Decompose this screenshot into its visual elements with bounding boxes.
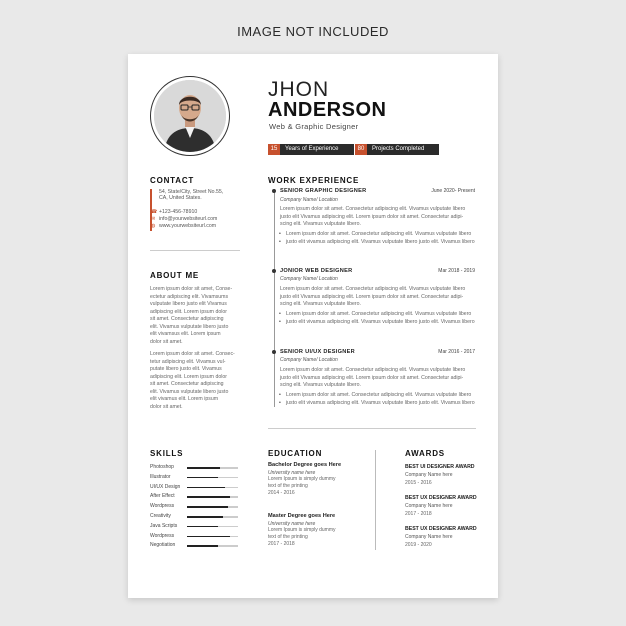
award-company: Company Name here [405, 503, 453, 509]
text-line: sit amet. Consectetur adipiscing [150, 316, 224, 322]
about-heading: ABOUT ME [150, 271, 200, 280]
text-line: putate libero justo elit. Vivamus [150, 366, 222, 372]
text-line: Lorem ipsum dolor sit amet. Consectetur adipiscing elit. Vivamus vulputate libero [280, 367, 466, 373]
skill-bar-fill [187, 506, 228, 508]
text-line: ectetur adipiscing elit. Vivamsums [150, 293, 229, 300]
text-line: scing elit. Vivamus vulputate libero. [280, 221, 361, 227]
job-2-company: Company Name/ Location [280, 276, 338, 282]
stat-projects-value: 80 [355, 144, 367, 155]
email-icon: ✉ [151, 216, 156, 222]
degree-text-line: Lorem Ipsum is simply dummy [268, 527, 336, 533]
contact-email[interactable] [151, 216, 218, 222]
about-paragraph-1 [150, 286, 250, 346]
text-line: adipiscing elit. Lorem ipsum dolor [150, 373, 227, 380]
text-line: Lorem ipsum dolor sit amet, Conse- [150, 286, 233, 292]
award-years: 2015 - 2016 [405, 480, 432, 486]
skill-label: Negotiation [150, 542, 176, 549]
job-1-bullet-2: • justo elit vivamus adipiscing elit. Vivamus vulputate libero justo elit. Vivamus libero [286, 239, 482, 246]
skill-bar-fill [187, 545, 218, 547]
skill-bar-fill [187, 487, 225, 489]
skill-bar-fill [187, 477, 218, 479]
address-line-1: 54, State/City, Street No.55, [159, 189, 224, 195]
column-divider [375, 450, 376, 550]
degree-years: 2017 - 2018 [268, 541, 295, 547]
text-line: elit vivamsus elit. Lorem ipsum [150, 331, 221, 337]
award-company: Company Name here [405, 534, 453, 540]
text-line: justo elit Vivamus adipiscing elit. Lorem ipsum dolor sit amet. Consectetur adipi- [280, 374, 464, 381]
job-3-company: Company Name/ Location [280, 357, 338, 363]
address-line-2: CA, United States. [159, 195, 202, 201]
website-text[interactable]: www.yourwebsiteurl.com [159, 223, 217, 229]
university-name: University name here [268, 470, 316, 476]
degree-title: Master Degree goes Here [268, 513, 336, 519]
divider [268, 428, 476, 429]
skill-bar-fill [187, 467, 220, 469]
skill-bar-fill [187, 516, 223, 518]
skill-label: Wordpress [150, 532, 175, 539]
job-1-title: SENIOR GRAPHIC DESIGNER [280, 188, 367, 194]
job-3-description [280, 367, 480, 390]
job-3-title: SENIOR UI/UX DESIGNER [280, 349, 355, 355]
job-1-bullet-1: • Lorem ipsum dolor sit amet. Consectetur adipiscing elit. Vivamus vulputate libero [286, 231, 482, 238]
skill-label: Wordpress [150, 503, 175, 510]
contact-phone [151, 209, 198, 215]
text-line: Lorem ipsum dolor sit amet. Consectetur adipiscing elit. Vivamus vulputate libero [280, 206, 466, 212]
job-2-description [280, 286, 480, 309]
job-2-bullet-2: • justo elit vivamus adipiscing elit. Vivamus vulputate libero justo elit. Vivamus libero [286, 319, 482, 326]
award-item-1 [405, 464, 495, 486]
education-heading: EDUCATION [268, 449, 323, 458]
work-heading: WORK EXPERIENCE [268, 176, 360, 185]
education-item-1 [268, 462, 378, 497]
degree-years: 2014 - 2016 [268, 490, 295, 496]
contact-address [159, 189, 223, 201]
award-company: Company Name here [405, 472, 453, 478]
phone-icon: ☎ [151, 209, 158, 215]
phone-text: +123-456-78910 [159, 209, 198, 215]
job-2-date: Mar 2018 - 2019 [438, 268, 475, 274]
job-3-bullet-2: • justo elit vivamus adipiscing elit. Vivamus vulputate libero justo elit. Vivamus libero [286, 400, 482, 407]
stat-years-value: 15 [268, 144, 280, 155]
job-1-date: June 2020- Present [431, 188, 475, 194]
text-line: dolor sit amet. [150, 403, 183, 410]
contact-website[interactable] [151, 223, 217, 229]
degree-title: Bachelor Degree goes Here [268, 462, 342, 468]
award-years: 2017 - 2018 [405, 511, 432, 517]
email-text[interactable]: info@yourwebsiteurl.com [159, 216, 218, 222]
job-2-title: JONIOR WEB DESIGNER [280, 268, 353, 274]
text-line: scing elit. Vivamus vulputate libero. [280, 301, 361, 307]
job-3-bullet-1: • Lorem ipsum dolor sit amet. Consectetur adipiscing elit. Vivamus vulputate libero [286, 392, 482, 399]
education-item-2 [268, 513, 378, 548]
job-1-description [280, 206, 480, 229]
resume-page [128, 54, 498, 598]
job-3-date: Mar 2016 - 2017 [438, 349, 475, 355]
timeline-dot [272, 189, 276, 193]
skill-bar-fill [187, 526, 218, 528]
text-line: sit amet. Consectetur adipiscing [150, 381, 224, 387]
text-line: Lorem ipsum dolor sit amet. Consec- [150, 351, 235, 357]
award-title: BEST UX DESIGNER AWARD [405, 526, 477, 532]
text-line: elit vivamus elit. Lorem ipsum [150, 396, 219, 402]
skill-label: Illustrator [150, 473, 171, 480]
skill-bar-fill [187, 496, 230, 498]
job-2-bullet-1: • Lorem ipsum dolor sit amet. Consectetur adipiscing elit. Vivamus vulputate libero [286, 311, 482, 318]
text-line: adipiscing elit. Lorem ipsum dolor [150, 308, 227, 315]
timeline-dot [272, 269, 276, 273]
degree-text-line: text of the printing [268, 483, 308, 489]
skill-label: Java Scripts [150, 522, 178, 529]
awards-heading: AWARDS [405, 449, 445, 458]
award-item-3 [405, 526, 495, 548]
text-line: scing elit. Vivamus vulputate libero. [280, 382, 361, 388]
text-line: elit. Vivamus vulputate libero justo [150, 388, 229, 395]
award-years: 2019 - 2020 [405, 542, 432, 548]
skill-label: Creativity [150, 513, 171, 519]
text-line: justo elit Vivamus adipiscing elit. Lorem ipsum dolor sit amet. Consectetur adipi- [280, 213, 464, 220]
award-title: BEST UI DESIGNER AWARD [405, 464, 475, 470]
award-title: BEST UX DESIGNER AWARD [405, 495, 477, 501]
skill-bar-fill [187, 536, 230, 538]
award-item-2 [405, 495, 495, 517]
divider [150, 250, 240, 251]
person-silhouette-icon [154, 80, 226, 152]
globe-icon: ◍ [151, 223, 156, 229]
profile-photo [154, 80, 226, 152]
university-name: University name here [268, 521, 316, 527]
stat-projects-label: Projects Completed [367, 144, 439, 155]
job-1-company: Company Name/ Location [280, 197, 338, 203]
text-line: vulputate libero justo elit Vivamus [150, 301, 227, 307]
text-line: Lorem ipsum dolor sit amet. Consectetur adipiscing elit. Vivamus vulputate libero [280, 286, 466, 292]
last-name: ANDERSON [268, 99, 387, 121]
contact-heading: CONTACT [150, 176, 195, 185]
timeline-line [274, 189, 275, 407]
skill-label: Photoshop [150, 464, 174, 470]
about-paragraph-2 [150, 351, 250, 411]
degree-text-line: text of the printing [268, 534, 308, 540]
skills-heading: SKILLS [150, 449, 184, 458]
skill-label: After Effect [150, 493, 175, 500]
first-name: JHON [268, 78, 330, 101]
degree-text-line: Lorem Ipsum is simply dummy [268, 476, 336, 482]
text-line: dolor sit amet. [150, 338, 183, 345]
job-title: Web & Graphic Designer [269, 122, 359, 131]
stat-years-label: Years of Experience [280, 144, 354, 155]
text-line: justo elit Vivamus adipiscing elit. Lorem ipsum dolor sit amet. Consectetur adipi- [280, 293, 464, 300]
banner-text: IMAGE NOT INCLUDED [237, 24, 389, 39]
text-line: tetur adipiscing elit. Vivamus vul- [150, 358, 226, 365]
timeline-dot [272, 350, 276, 354]
text-line: elit. Vivamus vulputate libero justo [150, 323, 229, 330]
skill-label: UI/UX Design [150, 483, 181, 490]
